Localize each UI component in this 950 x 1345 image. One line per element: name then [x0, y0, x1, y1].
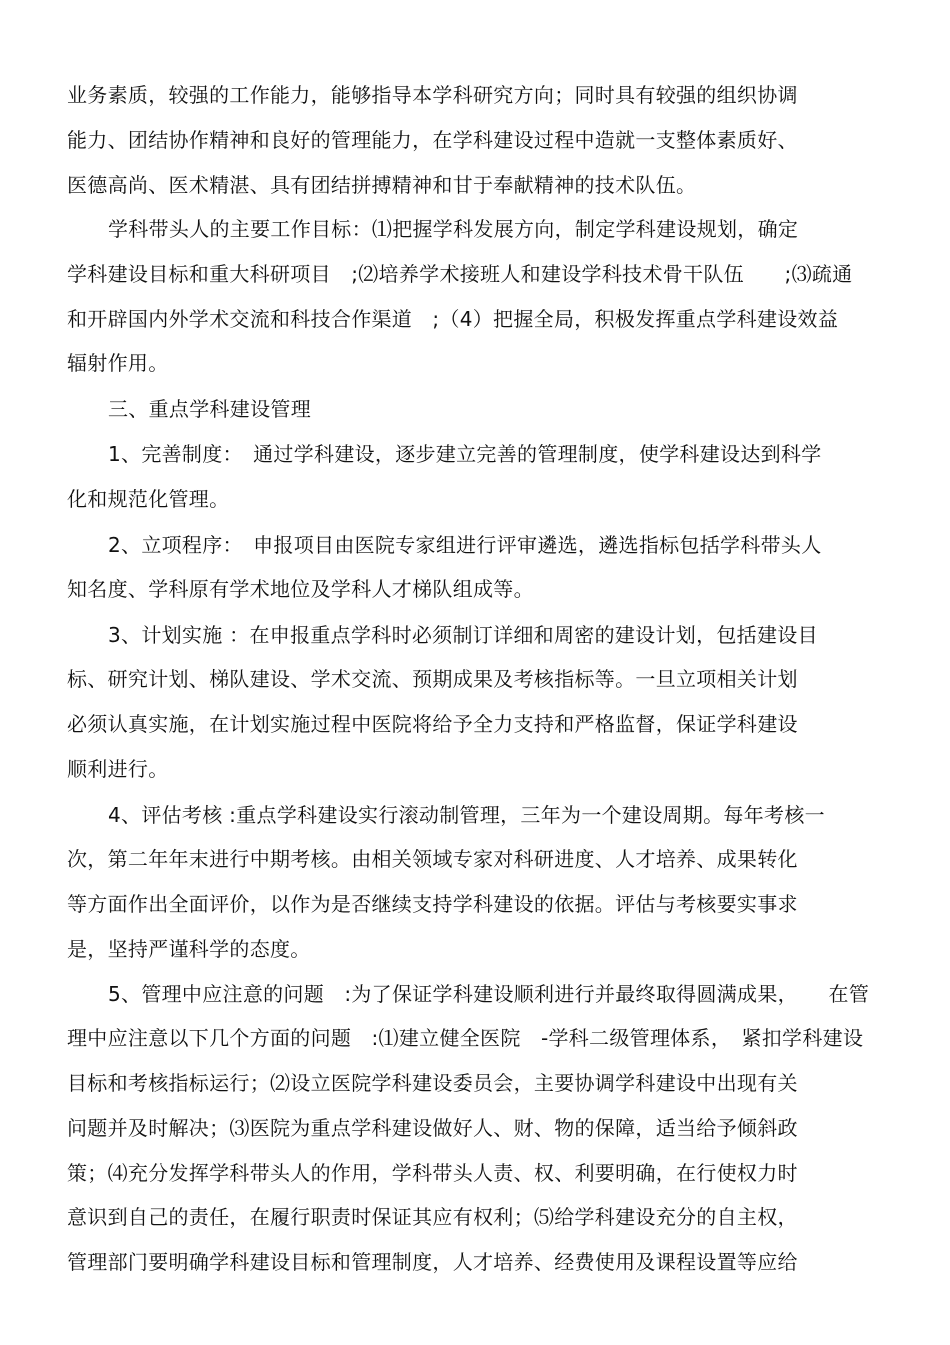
text-line: 能力、团结协作精神和良好的管理能力，在学科建设过程中造就一支整体素质好、	[67, 128, 798, 152]
text-line: 策；⑷充分发挥学科带头人的作用，学科带头人责、权、利要明确，在行使权力时	[67, 1161, 798, 1185]
text-line: 标、研究计划、梯队建设、学术交流、预期成果及考核指标等。一旦立项相关计划	[67, 667, 798, 691]
text-line: 辐射作用。	[67, 351, 169, 375]
text-line: 学科带头人的主要工作目标：⑴把握学科发展方向，制定学科建设规划，确定	[108, 217, 799, 241]
text-line: 是，坚持严谨科学的态度。	[67, 937, 311, 961]
text-line: 管理部门要明确学科建设目标和管理制度，人才培养、经费使用及课程设置等应给	[67, 1250, 798, 1274]
text-line: 业务素质，较强的工作能力，能够指导本学科研究方向；同时具有较强的组织协调	[67, 83, 798, 107]
text-line: 化和规范化管理。	[67, 487, 230, 511]
text-line: 2、立项程序： 申报项目由医院专家组进行评审遴选，遴选指标包括学科带头人	[108, 533, 822, 557]
text-line: 医德高尚、医术精湛、具有团结拼搏精神和甘于奉献精神的技术队伍。	[67, 173, 697, 197]
text-line: 等方面作出全面评价，以作为是否继续支持学科建设的依据。评估与考核要实事求	[67, 892, 798, 916]
text-line: 问题并及时解决；⑶医院为重点学科建设做好人、财、物的保障，适当给予倾斜政	[67, 1116, 798, 1140]
text-line: 必须认真实施，在计划实施过程中医院将给予全力支持和严格监督，保证学科建设	[67, 712, 798, 736]
text-line: 4、评估考核 :重点学科建设实行滚动制管理，三年为一个建设周期。每年考核一	[108, 803, 825, 827]
text-line: 知名度、学科原有学术地位及学科人才梯队组成等。	[67, 577, 534, 601]
section-heading: 三、重点学科建设管理	[108, 397, 311, 421]
text-line: 5、管理中应注意的问题 :为了保证学科建设顺利进行并最终取得圆满成果， 在管	[108, 982, 870, 1006]
text-line: 和开辟国内外学术交流和科技合作渠道 ;（4）把握全局，积极发挥重点学科建设效益	[67, 307, 839, 331]
text-line: 1、完善制度： 通过学科建设，逐步建立完善的管理制度，使学科建设达到科学	[108, 442, 822, 466]
text-line: 学科建设目标和重大科研项目 ;⑵培养学术接班人和建设学科技术骨干队伍 ;⑶疏通	[67, 262, 853, 286]
text-line: 顺利进行。	[67, 757, 169, 781]
text-line: 目标和考核指标运行；⑵设立医院学科建设委员会，主要协调学科建设中出现有关	[67, 1071, 798, 1095]
text-line: 次，第二年年末进行中期考核。由相关领域专家对科研进度、人才培养、成果转化	[67, 847, 798, 871]
text-line: 意识到自己的责任，在履行职责时保证其应有权利；⑸给学科建设充分的自主权，	[67, 1205, 798, 1229]
text-line: 理中应注意以下几个方面的问题 :⑴建立健全医院 -学科二级管理体系， 紧扣学科建设	[67, 1026, 864, 1050]
text-line: 3、计划实施 ：在申报重点学科时必须制订详细和周密的建设计划，包括建设目	[108, 623, 818, 647]
